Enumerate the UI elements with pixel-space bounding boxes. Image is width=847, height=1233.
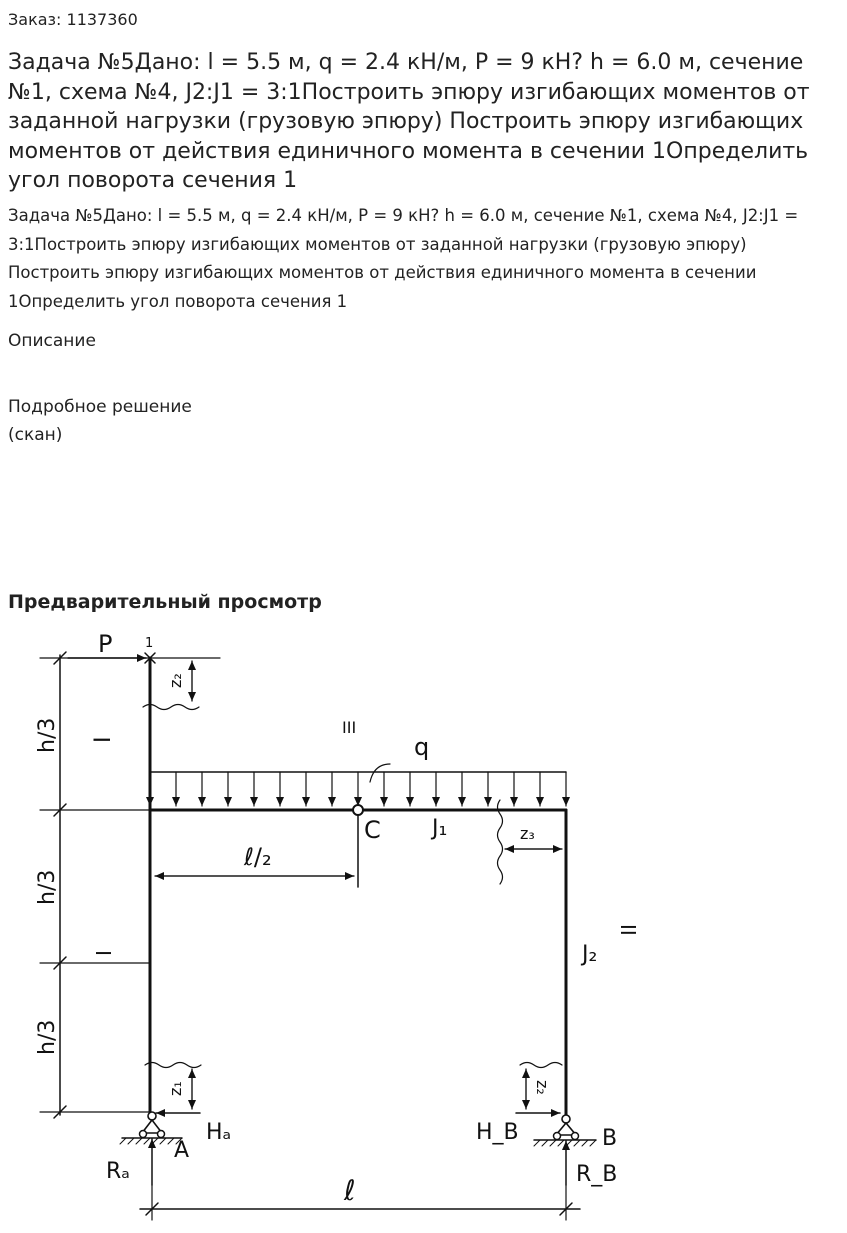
label-RA: Rₐ <box>106 1159 130 1184</box>
label-z2: z₂ <box>166 673 185 688</box>
description-label: Описание <box>8 331 96 351</box>
frame-scheme-image <box>0 625 700 1225</box>
label-l-half: ℓ/₂ <box>244 843 272 871</box>
label-HB: H_B <box>476 1120 519 1145</box>
label-J2: J₂ <box>582 942 598 967</box>
label-hinge-C: C <box>364 816 381 844</box>
label-A: A <box>174 1138 190 1163</box>
label-l: ℓ <box>344 1174 356 1207</box>
label-q: q <box>414 733 430 761</box>
label-region-1-top: I <box>91 736 116 743</box>
label-z3: z₃ <box>520 824 535 843</box>
label-h-third-bottom: h/3 <box>35 1019 60 1055</box>
task-description: Задача №5Дано: l = 5.5 м, q = 2.4 кН/м, P = 9 кН? h = 6.0 м, сечение №1, схема №4, J2:J1 = 3:1Построить эпюру изгибающих моментов от заданной нагрузки (грузовую эпюру) Построить эпюру изгибающих моментов от действия единичного момента в сечении 1Определить угол поворота сечения 1 <box>8 206 799 311</box>
order-number: Заказ: 1137360 <box>8 10 138 29</box>
page-title: Задача №5Дано: l = 5.5 м, q = 2.4 кН/м, P = 9 кН? h = 6.0 м, сечение №1, схема №4, J2:J1 = 3:1Построить эпюру изгибающих моментов от заданной нагрузки (грузовую эпюру) Построить эпюру изгибающих моментов от действия единичного момента в сечении 1Определить угол поворота сечения 1 <box>8 50 810 193</box>
label-B: B <box>602 1126 618 1151</box>
solution-line-1: Подробное решение <box>8 397 192 417</box>
label-region-2: II <box>616 924 640 936</box>
solution-line-2: (скан) <box>8 425 63 445</box>
label-z-right: z₂ <box>533 1080 552 1095</box>
label-J1: J₁ <box>432 816 448 841</box>
label-region-3: III <box>342 718 357 737</box>
label-h-third-top: h/3 <box>35 717 60 753</box>
label-P: P <box>98 630 113 658</box>
solution-note <box>8 393 192 449</box>
label-region-1-mid: I <box>92 950 116 956</box>
label-HA: Hₐ <box>206 1120 232 1145</box>
label-z1: z₁ <box>166 1081 185 1096</box>
label-RB: R_B <box>576 1162 618 1187</box>
label-h-third-mid: h/3 <box>35 869 60 905</box>
preview-heading: Предварительный просмотр <box>8 591 322 613</box>
label-section-1: 1 <box>145 636 154 651</box>
